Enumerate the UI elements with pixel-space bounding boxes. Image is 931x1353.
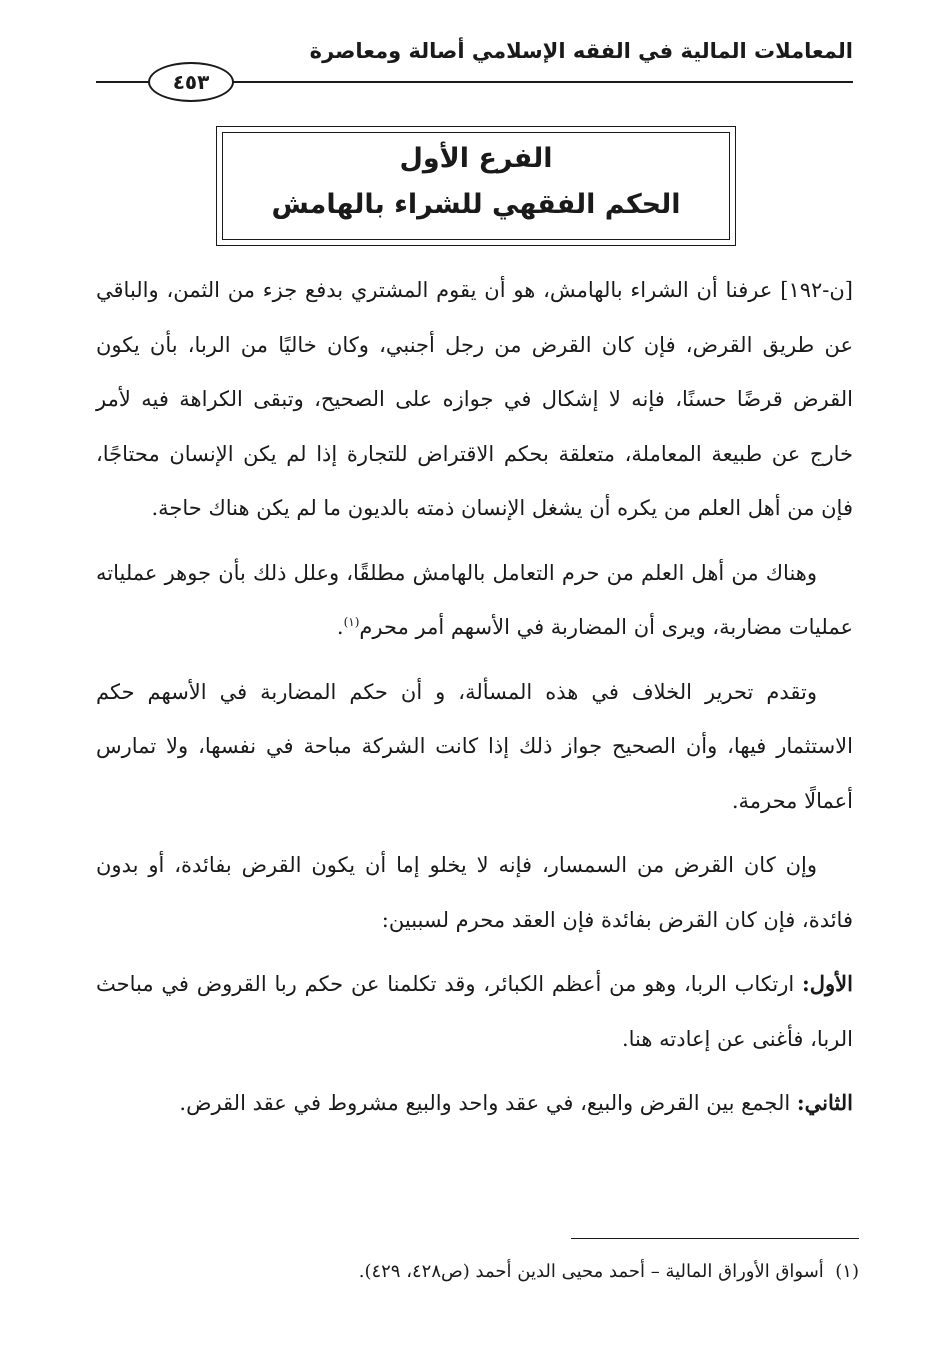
paragraph-text: وهناك من أهل العلم من حرم التعامل بالهامش مطلقًا، وعلل ذلك بأن جوهر عملياته عمليات مضاربة، ويرى أن المضاربة في الأسهم أمر محرم bbox=[96, 560, 853, 639]
paragraph: [ن-١٩٢] عرفنا أن الشراء بالهامش، هو أن يقوم المشتري بدفع جزء من الثمن، والباقي عن طريق القرض، فإن كان القرض من رجل أجنبي، وكان خاليًا من الربا، بأن يكون القرض قرضًا حسنًا، فإنه لا إشكال في جوازه على الصحيح، وتبقى الكراهة فيه لأمر خارج عن طبيعة المعاملة، متعلقة بحكم الاقتراض للتجارة إذا لم يكن الإنسان محتاجًا، فإن من أهل العلم من يكره أن يشغل الإنسان ذمته بالديون ما لم يكن هناك حاجة. bbox=[96, 278, 853, 520]
footnote bbox=[96, 1257, 859, 1287]
running-header: المعاملات المالية في الفقه الإسلامي أصالة ومعاصرة bbox=[309, 39, 853, 63]
reason-second-label: الثاني: bbox=[796, 1090, 853, 1115]
paragraph: وتقدم تحرير الخلاف في هذه المسألة، و أن حكم المضاربة في الأسهم حكم الاستثمار فيها، وأن الصحيح جواز ذلك إذا كانت الشركة مباحة في نفسها، ولا تمارس أعمالًا محرمة. bbox=[96, 679, 853, 813]
branch-heading: الفرع الأول bbox=[399, 143, 553, 174]
footnote-reference: (١) bbox=[343, 615, 360, 629]
paragraph: وإن كان القرض من السمسار، فإنه لا يخلو إما أن يكون القرض بفائدة، أو بدون فائدة، فإن كان القرض بفائدة فإن العقد محرم لسببين: bbox=[96, 853, 853, 932]
reason-first-label: الأول: bbox=[802, 971, 853, 996]
footnote-marker: (١) bbox=[835, 1261, 859, 1282]
reason-second bbox=[96, 1076, 853, 1131]
reason-first-text: ارتكاب الربا، وهو من أعظم الكبائر، وقد تكلمنا عن حكم ربا القروض في مباحث الربا، فأغنى عن إعادته هنا. bbox=[96, 972, 853, 1051]
section-title-box bbox=[216, 126, 736, 246]
footnote-separator bbox=[571, 1238, 859, 1239]
reason-first bbox=[96, 957, 853, 1066]
section-title: الحكم الفقهي للشراء بالهامش bbox=[271, 189, 681, 220]
page-number: ٤٥٣ bbox=[148, 62, 234, 102]
reason-second-text: الجمع بين القرض والبيع، في عقد واحد والبيع مشروط في عقد القرض. bbox=[179, 1091, 791, 1115]
body-text bbox=[96, 263, 853, 1131]
footnote-text: أسواق الأوراق المالية – أحمد محيى الدين أحمد (ص٤٢٨، ٤٢٩). bbox=[358, 1261, 824, 1282]
paragraph: وهناك من أهل العلم من حرم التعامل بالهامش مطلقًا، وعلل ذلك بأن جوهر عملياته عمليات مضاربة، ويرى أن المضاربة في الأسهم أمر محرم$^{(١)}$. bbox=[96, 560, 853, 639]
